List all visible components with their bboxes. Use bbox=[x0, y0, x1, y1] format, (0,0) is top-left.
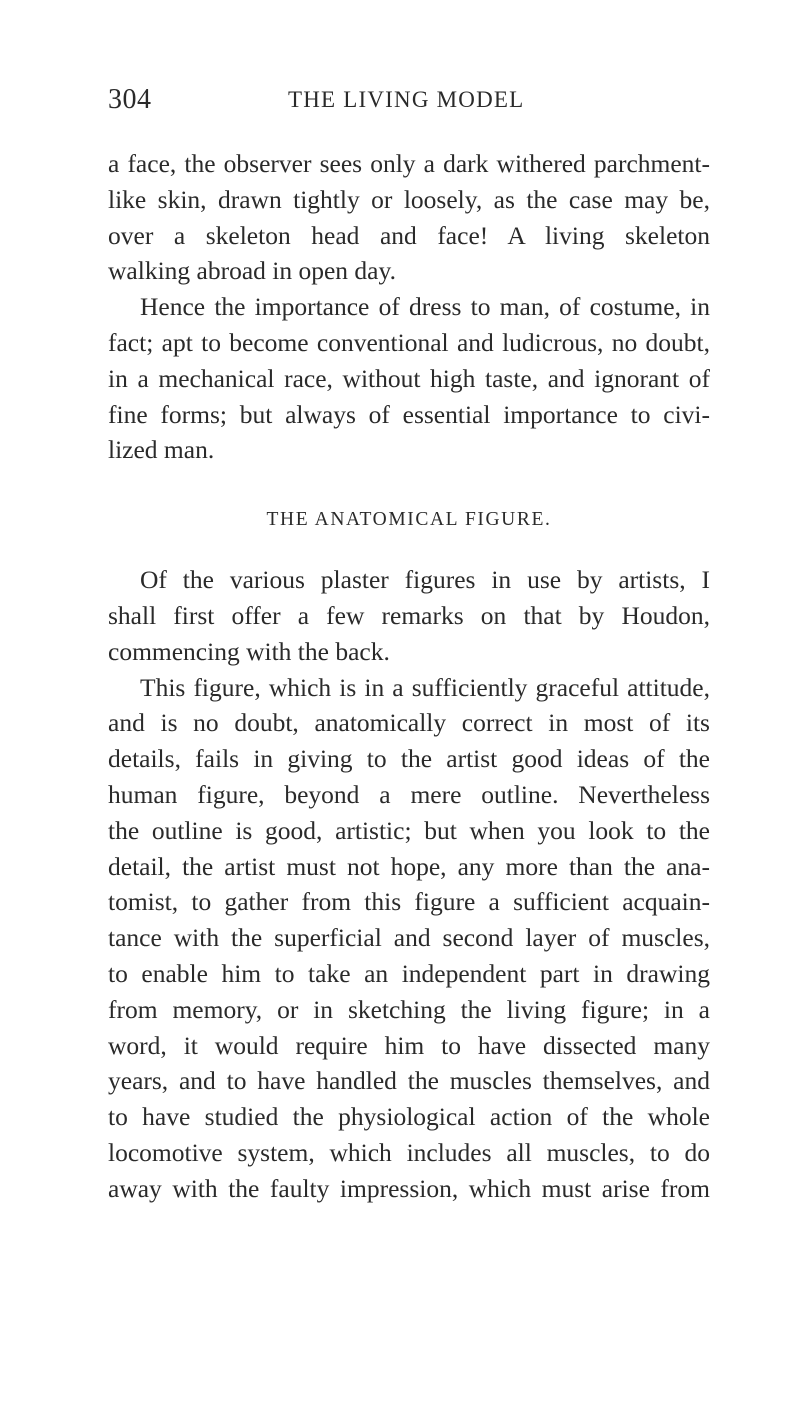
text-line: over a skeleton head and face! A living skeleton bbox=[108, 220, 710, 250]
text-line: This figure, which is in a sufficiently graceful attitude, bbox=[140, 672, 710, 702]
text-line: like skin, drawn tightly or loosely, as the case may be, bbox=[108, 184, 710, 214]
paragraph-3 bbox=[108, 562, 710, 669]
paragraph-2 bbox=[108, 289, 710, 468]
text-line: commencing with the back. bbox=[108, 636, 390, 666]
running-head: THE LIVING MODEL bbox=[288, 87, 525, 112]
text-line: and is no doubt, anatomically correct in most of its bbox=[108, 708, 710, 738]
paragraph-1 bbox=[108, 146, 710, 289]
text-line: lized man. bbox=[108, 435, 215, 465]
text-line: shall first offer a few remarks on that by Houdon, bbox=[108, 600, 710, 630]
text-line: locomotive system, which includes all muscles, to do bbox=[108, 1137, 710, 1167]
page-number: 304 bbox=[108, 84, 152, 115]
text-line: in a mechanical race, without high taste, and ignorant of bbox=[108, 363, 710, 393]
text-line: human figure, beyond a mere outline. Nevertheless bbox=[108, 779, 710, 809]
text-line: tomist, to gather from this figure a sufficient acquain- bbox=[108, 887, 710, 917]
section-heading: THE ANATOMICAL FIGURE. bbox=[266, 509, 552, 531]
text-line: Of the various plaster figures in use by artists, I bbox=[140, 565, 710, 595]
text-line: detail, the artist must not hope, any more than the ana- bbox=[108, 851, 710, 881]
paragraph-4 bbox=[108, 670, 710, 1207]
text-line: Hence the importance of dress to man, of costume, in bbox=[140, 292, 710, 322]
text-line: from memory, or in sketching the living figure; in a bbox=[108, 994, 710, 1024]
body-text bbox=[108, 146, 710, 1207]
text-line: tance with the superficial and second layer of muscles, bbox=[108, 923, 710, 953]
text-line: details, fails in giving to the artist good ideas of the bbox=[108, 744, 710, 774]
text-line: to have studied the physiological action of the whole bbox=[108, 1102, 710, 1132]
text-line: years, and to have handled the muscles themselves, and bbox=[108, 1066, 710, 1096]
text-line: fine forms; but always of essential importance to civi- bbox=[108, 399, 710, 429]
text-line: fact; apt to become conventional and ludicrous, no doubt, bbox=[108, 327, 710, 357]
text-line: word, it would require him to have dissected many bbox=[108, 1030, 710, 1060]
text-line: to enable him to take an independent part in drawing bbox=[108, 958, 710, 988]
text-line: walking abroad in open day. bbox=[108, 256, 396, 286]
page-header bbox=[108, 84, 710, 124]
text-line: the outline is good, artistic; but when you look to the bbox=[108, 815, 710, 845]
text-line: away with the faulty impression, which must arise from bbox=[108, 1173, 710, 1203]
text-line: a face, the observer sees only a dark withered parchment- bbox=[108, 149, 710, 178]
